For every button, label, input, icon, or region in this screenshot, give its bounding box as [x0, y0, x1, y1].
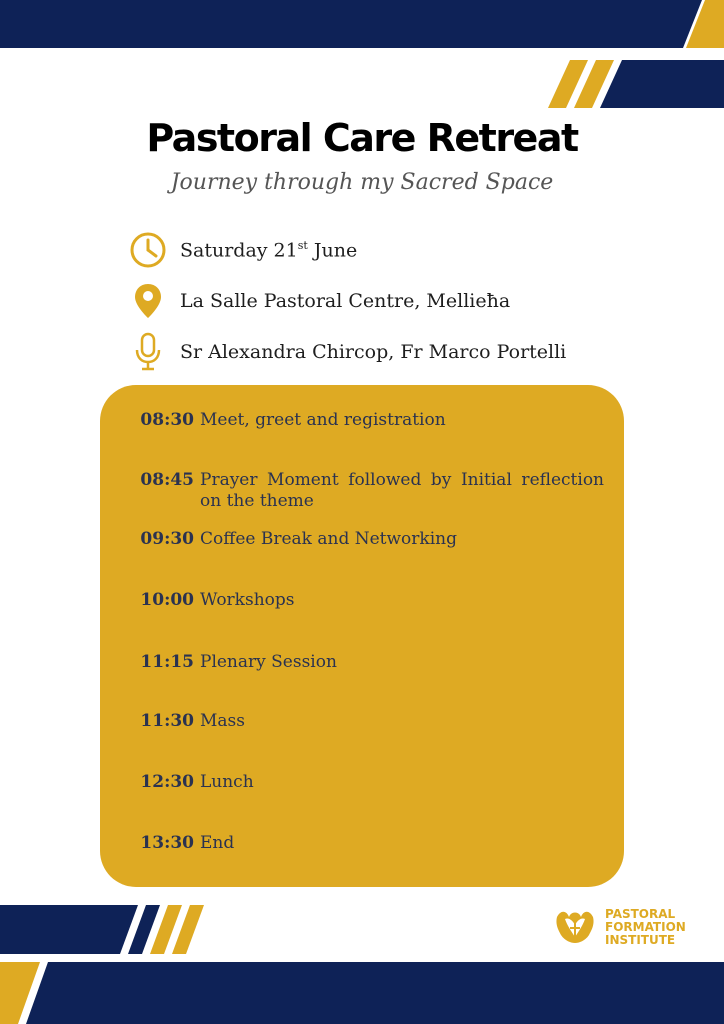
schedule-time: 12:30	[140, 772, 194, 792]
page-subtitle: Journey through my Sacred Space	[170, 170, 554, 195]
schedule-time: 09:30	[140, 529, 194, 549]
schedule-time: 08:30	[140, 410, 194, 430]
schedule-activity: Meet, greet and registration	[200, 410, 446, 430]
schedule-activity: Mass	[200, 711, 245, 731]
schedule-activity: Plenary Session	[200, 652, 337, 672]
clock-icon	[128, 230, 168, 270]
schedule-item	[132, 711, 604, 732]
schedule-item	[132, 529, 604, 550]
schedule-item	[132, 410, 604, 431]
microphone-icon	[128, 332, 168, 372]
location-pin-icon	[128, 281, 168, 321]
top-banner-decoration	[0, 0, 724, 120]
info-date-text: Saturday 21st June	[180, 238, 358, 262]
info-date-row	[128, 230, 357, 270]
schedule-activity: Lunch	[200, 772, 254, 792]
info-speakers-row	[128, 332, 566, 372]
schedule-time: 13:30	[140, 833, 194, 853]
schedule-panel	[100, 385, 624, 887]
schedule-time: 11:30	[140, 711, 194, 731]
schedule-activity: Coffee Break and Networking	[200, 529, 457, 549]
logo-line-1: PASTORAL	[605, 906, 676, 921]
schedule-item	[132, 772, 604, 793]
info-speakers-text: Sr Alexandra Chircop, Fr Marco Portelli	[180, 341, 567, 363]
logo-line-3: INSTITUTE	[605, 932, 676, 947]
pastoral-formation-logo-icon	[553, 903, 597, 951]
info-location-row	[128, 281, 510, 321]
logo-line-2: FORMATION	[605, 919, 686, 934]
schedule-item	[132, 833, 604, 854]
schedule-item	[132, 470, 604, 512]
page-title: Pastoral Care Retreat	[146, 116, 578, 160]
schedule-item	[132, 652, 604, 673]
schedule-time: 10:00	[140, 590, 194, 610]
institute-logo	[553, 903, 686, 951]
schedule-activity: Workshops	[200, 590, 295, 610]
schedule-activity: Prayer Moment followed by Initial reflection on the theme	[200, 470, 604, 511]
schedule-item	[132, 590, 604, 611]
schedule-time: 08:45	[140, 470, 194, 490]
schedule-time: 11:15	[140, 652, 194, 672]
schedule-activity: End	[200, 833, 235, 853]
info-location-text: La Salle Pastoral Centre, Mellieħa	[180, 290, 511, 312]
